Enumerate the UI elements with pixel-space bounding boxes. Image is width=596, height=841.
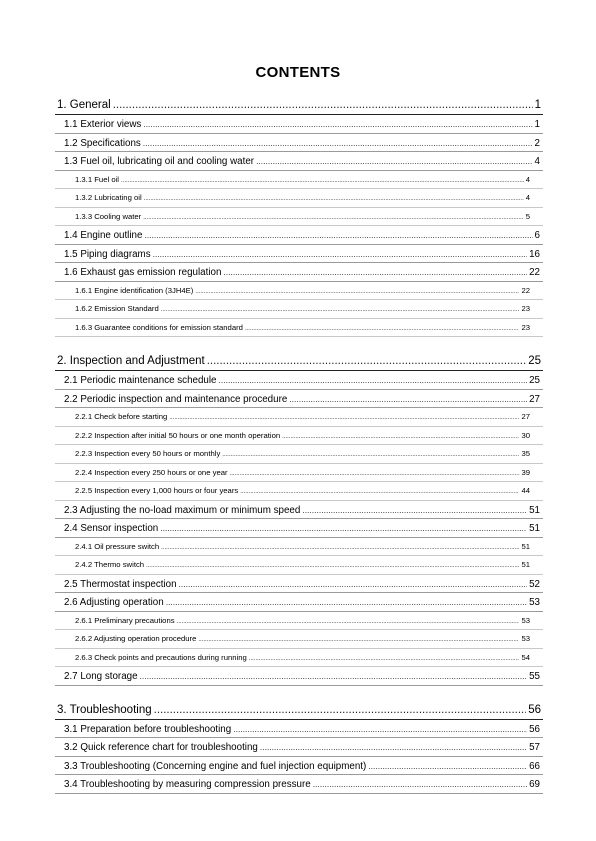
toc-entry[interactable]	[55, 482, 543, 501]
toc-entry-label: 3. Troubleshooting	[57, 703, 152, 716]
toc-entry-page-number: 51	[529, 523, 540, 534]
dot-leader	[154, 700, 527, 720]
dot-leader	[207, 351, 527, 371]
toc-entry-label: 2.2.3 Inspection every 50 hours or monthly	[75, 449, 221, 458]
toc-entry-page-number: 56	[529, 723, 540, 735]
toc-entry-label: 1. General	[57, 99, 111, 111]
toc-entry-label: 2.4.2 Thermo switch	[75, 560, 145, 569]
dot-leader	[179, 575, 528, 594]
toc-entry-page-number: 4	[534, 156, 540, 167]
toc-entry-label: 2.2.5 Inspection every 1,000 hours or four years	[75, 486, 239, 495]
toc-entry-page-number: 51	[529, 504, 540, 516]
toc-entry-label: 1.6.2 Emission Standard	[75, 304, 159, 313]
toc-entry[interactable]	[55, 245, 543, 264]
dot-leader	[302, 501, 527, 520]
dot-leader	[195, 283, 519, 301]
toc-entry-label: 2.6 Adjusting operation	[64, 597, 164, 608]
toc-entry-page-number: 39	[521, 467, 530, 477]
toc-entry-label: 2.3 Adjusting the no-load maximum or minimum speed	[64, 504, 301, 516]
toc-entry[interactable]	[55, 519, 543, 538]
dot-leader	[144, 226, 532, 245]
toc-entry-label: 1.2 Specifications	[64, 137, 141, 149]
dot-leader	[161, 539, 519, 557]
dot-leader	[198, 631, 519, 649]
dot-leader	[153, 245, 528, 264]
dot-leader	[177, 613, 520, 631]
toc-entry[interactable]	[55, 226, 543, 245]
dot-leader	[219, 371, 528, 390]
toc-entry-page-number: 53	[521, 634, 530, 643]
dot-leader	[233, 720, 527, 739]
dot-leader	[245, 320, 519, 338]
toc-entry-page-number: 16	[529, 248, 540, 260]
toc-entry-page-number: 54	[521, 652, 530, 662]
dot-leader	[368, 757, 527, 776]
dot-leader	[249, 650, 520, 668]
toc-entry-label: 2.4 Sensor inspection	[64, 523, 159, 534]
toc-entry[interactable]	[55, 775, 543, 794]
toc-entry-page-number: 23	[521, 304, 530, 313]
toc-entry-label: 3.3 Troubleshooting (Concerning engine and fuel injection equipment)	[64, 760, 367, 772]
dot-leader	[143, 115, 532, 134]
dot-leader	[166, 593, 527, 612]
toc-entry-label: 3.2 Quick reference chart for troubleshooting	[64, 742, 258, 753]
dot-leader	[313, 775, 527, 794]
toc-entry-label: 2.4.1 Oil pressure switch	[75, 541, 160, 551]
toc-entry-label: 1.1 Exterior views	[64, 119, 142, 130]
table-of-contents	[55, 94, 543, 794]
toc-entry[interactable]	[55, 371, 543, 390]
dot-leader	[289, 390, 527, 409]
toc-entry-page-number: 66	[529, 760, 540, 772]
toc-entry-page-number: 25	[528, 355, 541, 367]
toc-entry-label: 1.3.1 Fuel oil	[75, 174, 120, 184]
toc-entry-label: 2.1 Periodic maintenance schedule	[64, 375, 217, 386]
dot-leader	[240, 483, 519, 501]
toc-entry-page-number: 22	[521, 285, 530, 295]
toc-entry[interactable]	[55, 738, 543, 757]
toc-entry[interactable]	[55, 319, 543, 338]
toc-entry-label: 2. Inspection and Adjustment	[57, 355, 205, 367]
toc-entry[interactable]	[55, 134, 543, 153]
toc-entry[interactable]	[55, 538, 543, 557]
toc-entry-page-number: 6	[534, 230, 540, 241]
toc-entry-page-number: 53	[521, 615, 530, 625]
toc-entry-label: 2.6.1 Preliminary precautions	[75, 615, 175, 625]
toc-entry-label: 1.6.1 Engine identification (3JH4E)	[75, 285, 194, 295]
toc-entry[interactable]	[55, 720, 543, 739]
toc-entry[interactable]	[55, 593, 543, 612]
toc-entry[interactable]	[55, 556, 543, 575]
toc-entry[interactable]	[55, 351, 543, 371]
toc-entry-label: 2.2.1 Check before starting	[75, 412, 168, 421]
toc-entry-page-number: 27	[521, 412, 530, 421]
dot-leader	[143, 134, 533, 153]
dot-leader	[282, 428, 519, 446]
page-title: CONTENTS	[255, 64, 341, 81]
toc-entry-page-number: 22	[529, 267, 540, 278]
toc-entry[interactable]	[55, 649, 543, 668]
toc-entry-page-number: 4	[525, 193, 530, 202]
toc-entry-page-number: 51	[521, 560, 530, 569]
toc-entry-label: 3.4 Troubleshooting by measuring compression pressure	[64, 779, 311, 790]
toc-entry-label: 2.5 Thermostat inspection	[64, 578, 177, 590]
dot-leader	[144, 190, 524, 208]
dot-leader	[230, 465, 520, 483]
toc-entry-page-number: 5	[525, 211, 530, 221]
dot-leader	[121, 172, 524, 190]
toc-entry[interactable]	[55, 263, 543, 282]
toc-entry-page-number: 2	[534, 137, 540, 149]
toc-entry-page-number: 25	[529, 375, 540, 386]
toc-entry[interactable]	[55, 171, 543, 190]
toc-entry[interactable]	[55, 427, 543, 446]
toc-entry-page-number: 1	[534, 119, 540, 130]
toc-entry-label: 2.7 Long storage	[64, 671, 138, 682]
toc-entry-label: 2.2.2 Inspection after initial 50 hours or one month operation	[75, 430, 281, 440]
toc-entry-page-number: 30	[521, 430, 530, 440]
toc-entry-label: 1.3.3 Cooling water	[75, 211, 142, 221]
toc-entry-label: 1.6 Exhaust gas emission regulation	[64, 267, 222, 278]
toc-entry[interactable]	[55, 445, 543, 464]
toc-entry-page-number: 23	[521, 322, 530, 332]
toc-entry-page-number: 44	[521, 486, 530, 495]
toc-entry-label: 2.6.2 Adjusting operation procedure	[75, 634, 197, 643]
toc-entry-page-number: 51	[521, 541, 530, 551]
toc-entry[interactable]	[55, 408, 543, 427]
dot-leader	[113, 95, 533, 115]
toc-entry-page-number: 4	[525, 174, 530, 184]
dot-leader	[160, 519, 527, 538]
toc-entry[interactable]	[55, 575, 543, 594]
toc-entry[interactable]	[55, 612, 543, 631]
toc-entry-label: 2.2.4 Inspection every 250 hours or one year	[75, 467, 228, 477]
toc-entry-page-number: 57	[529, 742, 540, 753]
dot-leader	[140, 667, 528, 686]
toc-entry-page-number: 53	[529, 597, 540, 608]
toc-entry-label: 3.1 Preparation before troubleshooting	[64, 723, 232, 735]
toc-entry[interactable]	[55, 464, 543, 483]
dot-leader	[143, 209, 523, 227]
toc-entry[interactable]	[55, 667, 543, 686]
dot-leader	[161, 301, 520, 319]
toc-entry[interactable]	[55, 95, 543, 115]
dot-leader	[260, 738, 527, 757]
dot-leader	[146, 557, 519, 575]
dot-leader	[169, 409, 519, 427]
toc-entry[interactable]	[55, 300, 543, 319]
toc-entry-page-number: 35	[521, 449, 530, 458]
toc-entry[interactable]	[55, 282, 543, 301]
toc-entry-page-number: 1	[534, 99, 541, 111]
toc-entry[interactable]	[55, 501, 543, 520]
toc-entry-label: 1.5 Piping diagrams	[64, 248, 151, 260]
toc-entry[interactable]	[55, 152, 543, 171]
toc-entry-page-number: 69	[529, 779, 540, 790]
toc-entry-label: 1.4 Engine outline	[64, 230, 143, 241]
toc-entry-page-number: 55	[529, 671, 540, 682]
toc-entry[interactable]	[55, 630, 543, 649]
toc-entry-page-number: 27	[529, 393, 540, 405]
toc-entry-page-number: 52	[529, 578, 540, 590]
dot-leader	[222, 446, 519, 464]
toc-entry-label: 1.3 Fuel oil, lubricating oil and cooling water	[64, 156, 255, 167]
toc-entry[interactable]	[55, 189, 543, 208]
toc-entry-label: 1.6.3 Guarantee conditions for emission standard	[75, 322, 243, 332]
dot-leader	[223, 263, 527, 282]
dot-leader	[256, 152, 532, 171]
toc-entry-label: 1.3.2 Lubricating oil	[75, 193, 142, 202]
toc-entry[interactable]	[55, 757, 543, 776]
toc-entry-page-number: 56	[528, 703, 541, 716]
toc-entry[interactable]	[55, 700, 543, 720]
toc-entry-label: 2.2 Periodic inspection and maintenance procedure	[64, 393, 288, 405]
toc-entry[interactable]	[55, 390, 543, 409]
toc-entry[interactable]	[55, 208, 543, 227]
toc-entry[interactable]	[55, 115, 543, 134]
toc-entry-label: 2.6.3 Check points and precautions during running	[75, 652, 247, 662]
